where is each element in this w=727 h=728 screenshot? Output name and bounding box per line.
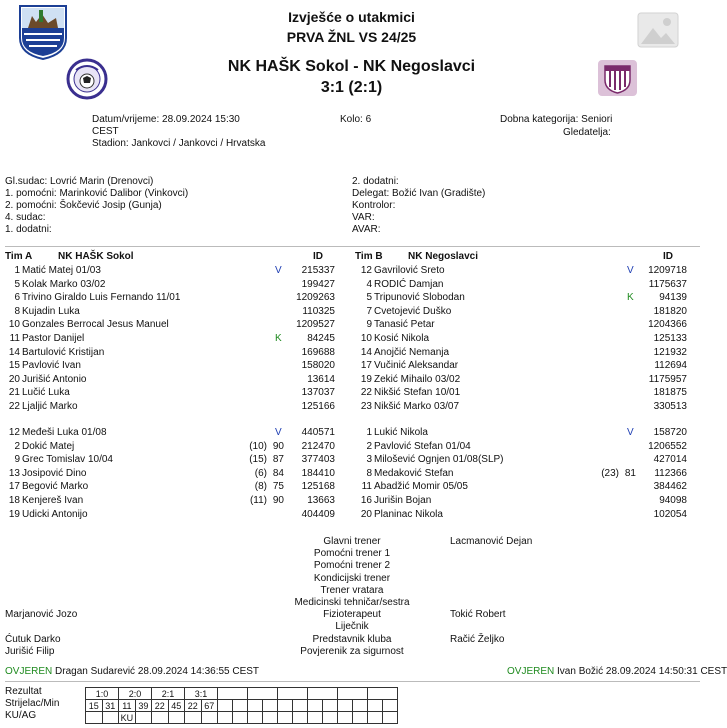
official-line: VAR: (352, 212, 375, 223)
player-id: 440571 (301, 427, 335, 438)
player-number: 11 (9, 333, 20, 344)
player-number: 12 (8, 427, 20, 438)
sub-minute: 90 (272, 440, 284, 452)
staff-role: Liječnik (335, 621, 369, 633)
scorer-cell (338, 700, 353, 712)
player-id: 1209527 (296, 319, 335, 331)
ku-ag-cell (185, 712, 202, 724)
ku-ag-cell (323, 712, 338, 724)
player-id: 94139 (659, 292, 687, 304)
player-id: 169688 (301, 346, 335, 358)
match-stadium: Stadion: Jankovci / Jankovci / Hrvatska (92, 138, 266, 149)
ku-ag-cell (368, 712, 383, 724)
scorer-cell: 15 (86, 700, 103, 712)
match-datetime: Datum/vrijeme: 28.09.2024 15:30 (92, 114, 240, 125)
player-number: 22 (360, 387, 372, 399)
player-number: 11 (361, 481, 372, 493)
player-name: Planinac Nikola (374, 508, 443, 520)
player-name: Abadžić Momir 05/05 (374, 481, 468, 493)
scorer-cell: 39 (135, 700, 151, 712)
sub-for: (6) (254, 467, 267, 479)
divider (5, 681, 700, 682)
player-name: Medaković Stefan (374, 467, 454, 479)
player-number: 8 (14, 305, 20, 317)
sub-for: (11) (249, 495, 267, 506)
scorer-cell: 45 (168, 700, 185, 712)
player-id: 1204366 (648, 319, 687, 331)
official-line: AVAR: (352, 224, 381, 235)
player-number: 2 (366, 440, 372, 452)
player-id: 181820 (653, 305, 687, 317)
sub-for: (15) (249, 454, 267, 466)
player-id: 125168 (301, 481, 335, 493)
player-name: Gonzales Berrocal Jesus Manuel (22, 319, 169, 331)
player-number: 2 (14, 440, 20, 452)
player-name: Ljaljić Marko (22, 401, 78, 412)
player-id: 125166 (301, 401, 335, 412)
match-score: 3:1 (2:1) (320, 79, 383, 96)
staff-role: Glavni trener (323, 536, 381, 547)
player-id: 158020 (301, 360, 335, 372)
player-id: 1175957 (648, 373, 687, 385)
player-name: Anojčić Nemanja (374, 346, 450, 358)
player-number: 12 (360, 265, 372, 276)
player-number: 22 (8, 401, 20, 412)
score-cell: 2:0 (119, 688, 152, 700)
player-name: Kosić Nikola (374, 333, 430, 344)
ku-ag-cell (263, 712, 278, 724)
home-staff-member: Marjanović Jozo (5, 609, 78, 621)
scorer-cell (233, 700, 248, 712)
player-number: 19 (360, 373, 372, 385)
player-number: 16 (360, 495, 372, 506)
scorer-cell (248, 700, 263, 712)
scorer-cell: 67 (201, 700, 218, 712)
player-number: 3 (366, 454, 372, 466)
official-line: Delegat: Božić Ivan (Gradište) (352, 188, 486, 199)
empty-cell (338, 688, 368, 700)
scorer-cell (278, 700, 293, 712)
player-id: 158720 (653, 427, 687, 438)
player-number: 19 (8, 508, 20, 520)
player-number: 9 (14, 454, 20, 466)
player-id: 181875 (653, 387, 687, 399)
home-crest-logo (18, 4, 68, 60)
player-id: 184410 (301, 467, 335, 479)
player-name: Nikšić Marko 03/07 (374, 401, 460, 412)
empty-cell (218, 688, 248, 700)
staff-role: Medicinski tehničar/sestra (294, 597, 410, 608)
player-id: 199427 (301, 278, 335, 290)
player-number: 15 (8, 360, 20, 372)
staff-role: Pomoćni trener 2 (313, 560, 391, 572)
verified-home (5, 666, 259, 677)
result-table (85, 687, 398, 724)
scorer-cell (383, 700, 398, 712)
player-name: Kujadin Luka (22, 305, 80, 317)
goalkeeper-mark: V (627, 427, 634, 438)
negoslavci-logo (598, 60, 637, 96)
player-name: Trivino Giraldo Luis Fernando 11/01 (22, 292, 181, 304)
ku-ag-cell (102, 712, 119, 724)
ku-ag-label: KU/AG (5, 710, 37, 721)
ku-ag-cell (338, 712, 353, 724)
scorer-cell: 22 (185, 700, 202, 712)
player-name: Lukić Nikola (374, 427, 428, 438)
staff-role: Trener vratara (320, 584, 384, 596)
player-id: 13614 (307, 373, 335, 385)
team-a-name: NK HAŠK Sokol (58, 251, 134, 262)
home-staff-member: Ćutuk Darko (5, 633, 61, 645)
player-number: 9 (366, 319, 372, 331)
team-a-label: Tim A (5, 251, 33, 262)
staff-role: Fizioterapeut (323, 609, 381, 621)
team-b-id-header: ID (663, 251, 673, 262)
ku-ag-cell (248, 712, 263, 724)
scorer-cell (323, 700, 338, 712)
official-line: 1. pomoćni: Marinković Dalibor (Vinkovci) (5, 188, 189, 199)
scorer-cell (353, 700, 368, 712)
player-number: 20 (360, 508, 372, 520)
match-round: Kolo: 6 (340, 114, 372, 125)
player-id: 1209263 (296, 292, 335, 304)
ku-ag-cell: KU (119, 712, 136, 724)
player-id: 1209718 (648, 265, 687, 276)
player-number: 6 (14, 292, 20, 304)
team-b-name: NK Negoslavci (408, 251, 479, 262)
scorer-label: Strijelac/Min (5, 698, 60, 709)
player-id: 212470 (301, 440, 335, 452)
ku-ag-cell (218, 712, 233, 724)
verified-away-text: Ivan Božić 28.09.2024 14:50:31 CEST (557, 666, 727, 677)
player-number: 10 (8, 319, 20, 331)
divider (5, 246, 700, 247)
player-id: 384462 (653, 481, 687, 493)
spectators: Gledatelja: (563, 127, 611, 138)
match-timezone: CEST (92, 126, 119, 137)
sub-minute: 84 (272, 467, 284, 479)
captain-mark: K (275, 333, 282, 344)
player-id: 427014 (653, 454, 687, 466)
sub-minute: 75 (272, 481, 284, 493)
scorer-cell: 11 (119, 700, 136, 712)
player-name: Lučić Luka (22, 387, 70, 399)
player-name: Bartulović Kristijan (22, 346, 105, 358)
away-staff-member: Lacmanović Dejan (450, 536, 533, 547)
goalkeeper-mark: V (627, 265, 634, 276)
player-number: 5 (366, 292, 372, 304)
sub-for: (8) (254, 481, 267, 493)
player-number: 18 (8, 495, 20, 506)
ku-ag-cell (278, 712, 293, 724)
player-name: Begović Marko (22, 481, 89, 493)
scorer-cell (218, 700, 233, 712)
ku-ag-cell (201, 712, 218, 724)
sub-minute: 81 (624, 467, 636, 479)
staff-role: Pomoćni trener 1 (313, 548, 391, 560)
player-number: 4 (366, 278, 372, 290)
player-number: 14 (360, 346, 372, 358)
player-name: Tripunović Slobodan (374, 292, 465, 304)
ku-ag-cell (383, 712, 398, 724)
player-name: Jurišin Bojan (374, 495, 432, 506)
player-id: 377403 (301, 454, 335, 466)
ku-ag-cell (293, 712, 308, 724)
player-number: 20 (8, 373, 20, 385)
player-name: Vučinić Aleksandar (374, 360, 459, 372)
player-name: Grec Tomislav 10/04 (22, 454, 113, 466)
ku-ag-cell (168, 712, 185, 724)
verified-home-tag: OVJEREN (5, 666, 53, 677)
player-name: Kolak Marko 03/02 (22, 278, 106, 290)
player-name: Cvetojević Duško (374, 305, 452, 317)
player-id: 121932 (653, 346, 687, 358)
player-name: Josipović Dino (22, 467, 87, 479)
player-number: 17 (360, 360, 372, 372)
age-category: Dobna kategorija: Seniori (500, 114, 613, 125)
ku-ag-cell (152, 712, 169, 724)
player-id: 125133 (653, 333, 687, 344)
verified-away (507, 666, 727, 677)
player-number: 1 (366, 427, 372, 438)
empty-cell (248, 688, 278, 700)
staff-role: Predstavnik kluba (312, 633, 392, 645)
player-name: Nikšić Stefan 10/01 (374, 387, 461, 399)
player-name: Gavrilović Sreto (374, 265, 445, 276)
player-name: Kenjereš Ivan (22, 495, 84, 506)
scorer-cell (263, 700, 278, 712)
image-placeholder-icon (637, 12, 679, 48)
score-cell: 3:1 (185, 688, 218, 700)
scorer-cell: 22 (152, 700, 169, 712)
score-cell: 1:0 (86, 688, 119, 700)
staff-role: Kondicijski trener (313, 572, 391, 584)
sub-minute: 90 (272, 495, 284, 506)
player-id: 110325 (302, 305, 335, 317)
player-id: 84245 (307, 333, 335, 344)
verified-away-tag: OVJEREN (507, 666, 555, 677)
scorer-cell (368, 700, 383, 712)
player-id: 13663 (307, 495, 335, 506)
player-id: 137037 (301, 387, 335, 399)
competition-title: PRVA ŽNL VS 24/25 (286, 29, 417, 45)
player-name: Matić Matej 01/03 (22, 265, 101, 276)
sub-for: (10) (249, 440, 267, 452)
scorer-cell: 31 (102, 700, 119, 712)
away-staff-member: Račić Željko (450, 633, 505, 645)
official-line: 2. pomoćni: Šokčević Josip (Gunja) (5, 200, 162, 211)
official-line: Gl.sudac: Lovrić Marin (Drenovci) (5, 176, 154, 187)
player-name: Pastor Danijel (22, 333, 85, 344)
hask-sokol-logo (66, 58, 108, 100)
goalkeeper-mark: V (275, 427, 282, 438)
captain-mark: K (627, 292, 634, 304)
empty-cell (308, 688, 338, 700)
team-b-label: Tim B (355, 251, 383, 262)
player-name: Zekić Mihailo 03/02 (374, 373, 461, 385)
home-staff-member: Jurišić Filip (5, 645, 55, 657)
goalkeeper-mark: V (275, 265, 282, 276)
player-name: Dokić Matej (22, 440, 75, 452)
player-name: Udicki Antonijo (22, 508, 88, 520)
player-number: 23 (360, 401, 372, 412)
player-id: 112694 (654, 360, 687, 372)
player-id: 102054 (653, 508, 687, 520)
result-label: Rezultat (5, 686, 42, 697)
sub-minute: 87 (272, 454, 284, 466)
ku-ag-cell (86, 712, 103, 724)
player-name: Tanasić Petar (374, 319, 435, 331)
player-id: 112366 (654, 467, 687, 479)
player-name: Međeši Luka 01/08 (22, 427, 107, 438)
ku-ag-cell (308, 712, 323, 724)
player-id: 215337 (301, 265, 335, 276)
player-number: 1 (14, 265, 20, 276)
player-id: 1175637 (648, 278, 687, 290)
empty-cell (278, 688, 308, 700)
ku-ag-cell (353, 712, 368, 724)
player-number: 21 (8, 387, 20, 399)
player-name: Jurišić Antonio (22, 373, 87, 385)
official-line: 4. sudac: (5, 212, 46, 223)
team-a-id-header: ID (313, 251, 323, 262)
verified-home-text: Dragan Sudarević 28.09.2024 14:36:55 CEST (55, 666, 260, 677)
player-name: Pavlović Stefan 01/04 (374, 440, 471, 452)
ku-ag-cell (135, 712, 151, 724)
official-line: Kontrolor: (352, 200, 396, 211)
report-title: Izvješće o utakmici (288, 9, 415, 25)
ku-ag-cell (233, 712, 248, 724)
player-number: 8 (366, 467, 372, 479)
player-id: 404409 (301, 508, 335, 520)
player-number: 7 (366, 305, 372, 317)
official-line: 2. dodatni: (352, 176, 399, 187)
player-id: 330513 (653, 401, 687, 412)
player-number: 17 (8, 481, 20, 493)
away-staff-member: Tokić Robert (450, 609, 506, 621)
player-name: Pavlović Ivan (22, 360, 81, 372)
player-id: 1206552 (648, 440, 687, 452)
player-id: 94098 (659, 495, 687, 506)
empty-cell (368, 688, 398, 700)
scorer-cell (308, 700, 323, 712)
player-number: 5 (14, 278, 20, 290)
player-number: 10 (360, 333, 372, 344)
score-cell: 2:1 (152, 688, 185, 700)
staff-role: Povjerenik za sigurnost (300, 645, 404, 657)
player-name: Milošević Ognjen 01/08(SLP) (374, 454, 504, 466)
player-name: RODIĆ Damjan (374, 278, 444, 290)
scorer-cell (293, 700, 308, 712)
official-line: 1. dodatni: (5, 224, 52, 235)
player-number: 14 (8, 346, 20, 358)
match-title: NK HAŠK Sokol - NK Negoslavci (227, 58, 476, 75)
player-number: 13 (8, 467, 20, 479)
sub-for: (23) (601, 467, 619, 479)
